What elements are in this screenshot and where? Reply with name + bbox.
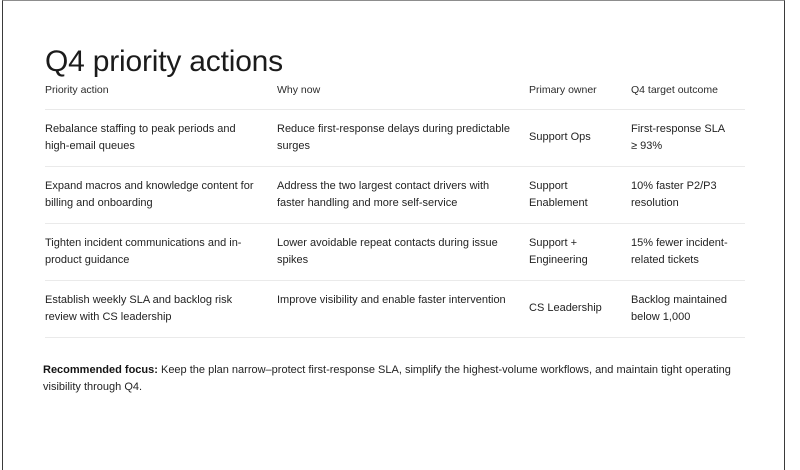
cell-q4-target-outcome: 10% faster P2/P3 resolution [631,167,745,224]
recommended-focus-body: Keep the plan narrow–protect first-response SLA, simplify the highest-volume workflows, and maintain tight operating visibility through Q4. [43,364,731,393]
recommended-focus-label: Recommended focus: [43,364,158,376]
cell-why-now: Improve visibility and enable faster intervention [277,281,529,338]
cell-why-now: Lower avoidable repeat contacts during issue spikes [277,224,529,281]
cell-primary-owner: Support Enablement [529,167,631,224]
table-header-row [45,83,745,110]
page-title: Q4 priority actions [45,45,283,79]
column-header-primary-owner: Primary owner [529,83,631,110]
column-header-why-now: Why now [277,83,529,110]
cell-priority-action: Expand macros and knowledge content for billing and onboarding [45,167,277,224]
cell-primary-owner: Support Ops [529,110,631,167]
cell-priority-action: Tighten incident communications and in-product guidance [45,224,277,281]
recommended-focus-note [43,362,749,396]
table-row [45,110,745,167]
table-row [45,281,745,338]
slide-canvas [2,0,785,470]
column-header-priority-action: Priority action [45,83,277,110]
cell-q4-target-outcome: 15% fewer incident-related tickets [631,224,745,281]
cell-primary-owner: Support + Engineering [529,224,631,281]
cell-q4-target-outcome: Backlog maintained below 1,000 [631,281,745,338]
column-header-q4-target-outcome: Q4 target outcome [631,83,745,110]
table-body [45,110,745,338]
cell-priority-action: Establish weekly SLA and backlog risk review with CS leadership [45,281,277,338]
priority-actions-table [45,83,745,338]
table-header [45,83,745,110]
cell-why-now: Address the two largest contact drivers with faster handling and more self-service [277,167,529,224]
cell-q4-target-outcome: First-response SLA ≥ 93% [631,110,745,167]
cell-why-now: Reduce first-response delays during predictable surges [277,110,529,167]
cell-primary-owner: CS Leadership [529,281,631,338]
table-row [45,167,745,224]
cell-priority-action: Rebalance staffing to peak periods and high-email queues [45,110,277,167]
slide-content [3,1,784,470]
table-row [45,224,745,281]
